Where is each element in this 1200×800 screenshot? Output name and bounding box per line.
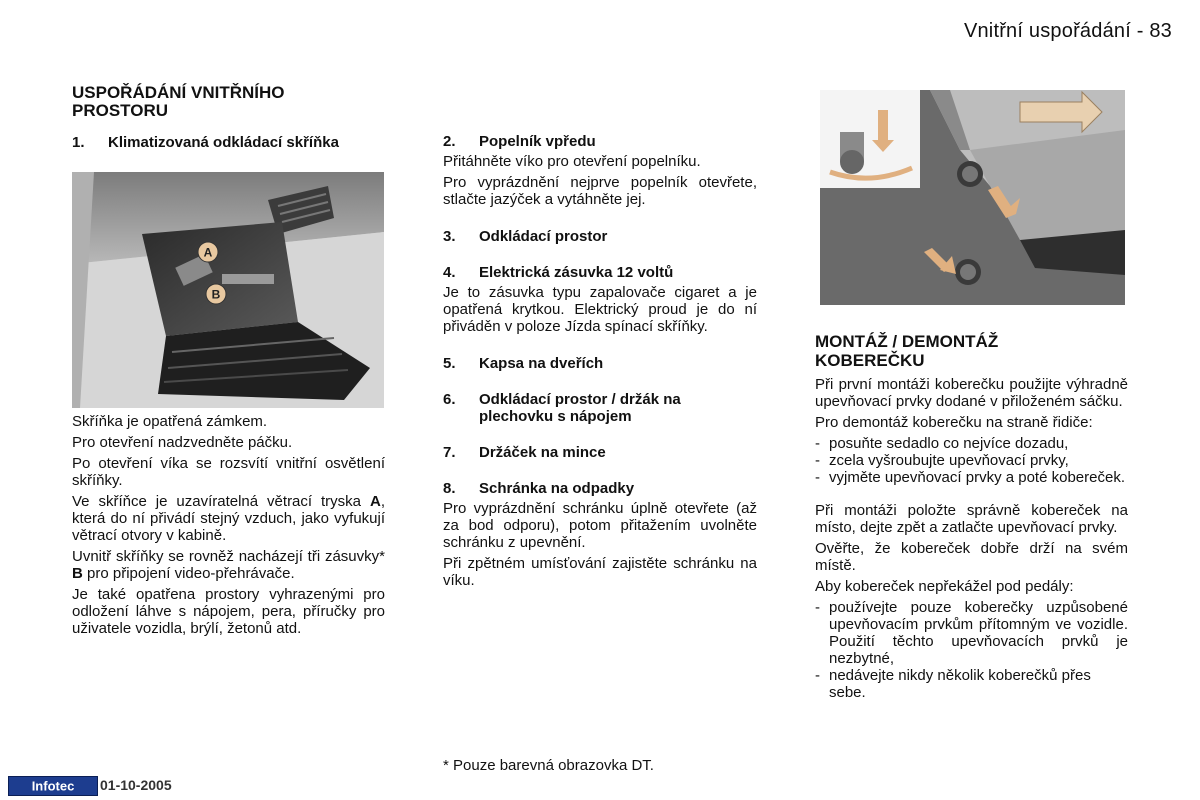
footer-date: 01-10-2005 [100, 777, 172, 793]
item-4-heading: 4. Elektrická zásuvka 12 voltů [443, 264, 674, 281]
mat-fastener-1 [957, 161, 983, 187]
column-left [72, 84, 385, 154]
item-label: Klimatizovaná odkládací skříňka [108, 134, 339, 151]
svg-text:B: B [211, 287, 221, 302]
section-title-floor-mat: MONTÁŽ / DEMONTÁŽ KOBEREČKU [815, 332, 999, 370]
paragraph-open: Pro otevření nadzvedněte páčku. [72, 434, 293, 451]
bin-text-2: Při zpětném umísťování zajistěte schránku na víku. [443, 555, 757, 589]
paragraph-light: Po otevření víka se rozsvítí vnitřní osvětlení skříňky. [72, 455, 385, 489]
mat-text-3: Při montáži položte správně kobereček na místo, dejte zpět a zatlačte upevňovací prvky. [815, 502, 1128, 536]
list-item: - zcela vyšroubujte upevňovací prvky, [815, 452, 1069, 469]
infotec-logo [8, 776, 98, 796]
column-left-body [72, 413, 385, 641]
callout-a [198, 242, 218, 262]
section-title-interior: USPOŘÁDÁNÍ VNITŘNÍHO PROSTORU [72, 83, 285, 120]
column-middle [443, 133, 757, 593]
paragraph-compartments: Je také opatřena prostory vyhrazenými pro odložení láhve s nápojem, pera, příručky pro uživatele vozidla, brýlí, žetonů atd. [72, 586, 385, 637]
svg-text:A: A [203, 245, 213, 260]
item-2-heading: 2. Popelník vpředu [443, 133, 596, 150]
callout-b [206, 284, 226, 304]
item-3-heading: 3. Odkládací prostor [443, 228, 608, 245]
svg-text:Infotec: Infotec [31, 778, 75, 794]
glovebox-interior [142, 222, 298, 336]
mat-fastener-2 [955, 259, 981, 285]
item-number: 1. [72, 134, 85, 151]
mat-text-4: Ověřte, že kobereček dobře drží na svém místě. [815, 540, 1128, 574]
floor-mat-illustration [820, 90, 1125, 305]
paragraph-lock: Skříňka je opatřená zámkem. [72, 413, 268, 430]
socket-text: Je to zásuvka typu zapalovače cigaret a je opatřená krytkou. Elektrický proud je do ní přiváděn v poloze Jízda spínací skříňky. [443, 284, 757, 335]
mat-pedal-list [815, 599, 1128, 701]
list-item: - posuňte sedadlo co nejvíce dozadu, [815, 435, 1069, 452]
floor-mat-photo [820, 90, 1125, 305]
paragraph-vent: Ve skříňce je uzavíratelná větrací tryska A, která do ní přivádí stejný vzduch, jako vyfukují větrací otvory v kabině. [72, 493, 385, 544]
bin-text-1: Pro vyprázdnění schránku úplně otevřete (až za bod odporu), potom přitažením uvolněte schránku z upevnění. [443, 500, 757, 551]
column-right [815, 332, 1128, 701]
glovebox-photo [72, 172, 384, 408]
mat-text-5: Aby kobereček nepřekážel pod pedály: [815, 578, 1074, 595]
paragraph-sockets: Uvnitř skříňky se rovněž nacházejí tři zásuvky* B pro připojení video-přehrávače. [72, 548, 385, 582]
list-item: - používejte pouze koberečky uzpůsobené upevňovacím prvkům přítomným ve vozidle. Použití těchto upevňovacích prvků je nezbytné, [815, 599, 1128, 667]
item-7-heading: 7. Držáček na mince [443, 444, 606, 461]
item-5-heading: 5. Kapsa na dveřích [443, 355, 604, 372]
list-item: - vyjměte upevňovací prvky a poté kobereček. [815, 469, 1125, 486]
item-1-heading [72, 134, 385, 151]
mat-text-1: Při první montáži koberečku použijte výhradně upevňovací prvky dodané v přiloženém sáčku. [815, 376, 1128, 410]
list-item: - nedávejte nikdy několik koberečků přes sebe. [815, 667, 1091, 701]
footnote: * Pouze barevná obrazovka DT. [443, 757, 654, 774]
item-8-heading: 8. Schránka na odpadky [443, 480, 635, 497]
mat-removal-list [815, 435, 1128, 486]
ashtray-text-2: Pro vyprázdnění nejprve popelník otevřete, stlačte jazýček a vytáhněte jej. [443, 174, 757, 208]
glovebox-illustration [72, 172, 384, 408]
ashtray-text-1: Přitáhněte víko pro otevření popelníku. [443, 153, 701, 170]
item-6-heading: 6. Odkládací prostor / držák na plechovku s nápojem [443, 391, 681, 425]
mat-text-2: Pro demontáž koberečku na straně řidiče: [815, 414, 1093, 431]
page-header: Vnitřní uspořádání - 83 [963, 20, 1172, 42]
infotec-logo-image [9, 777, 97, 795]
